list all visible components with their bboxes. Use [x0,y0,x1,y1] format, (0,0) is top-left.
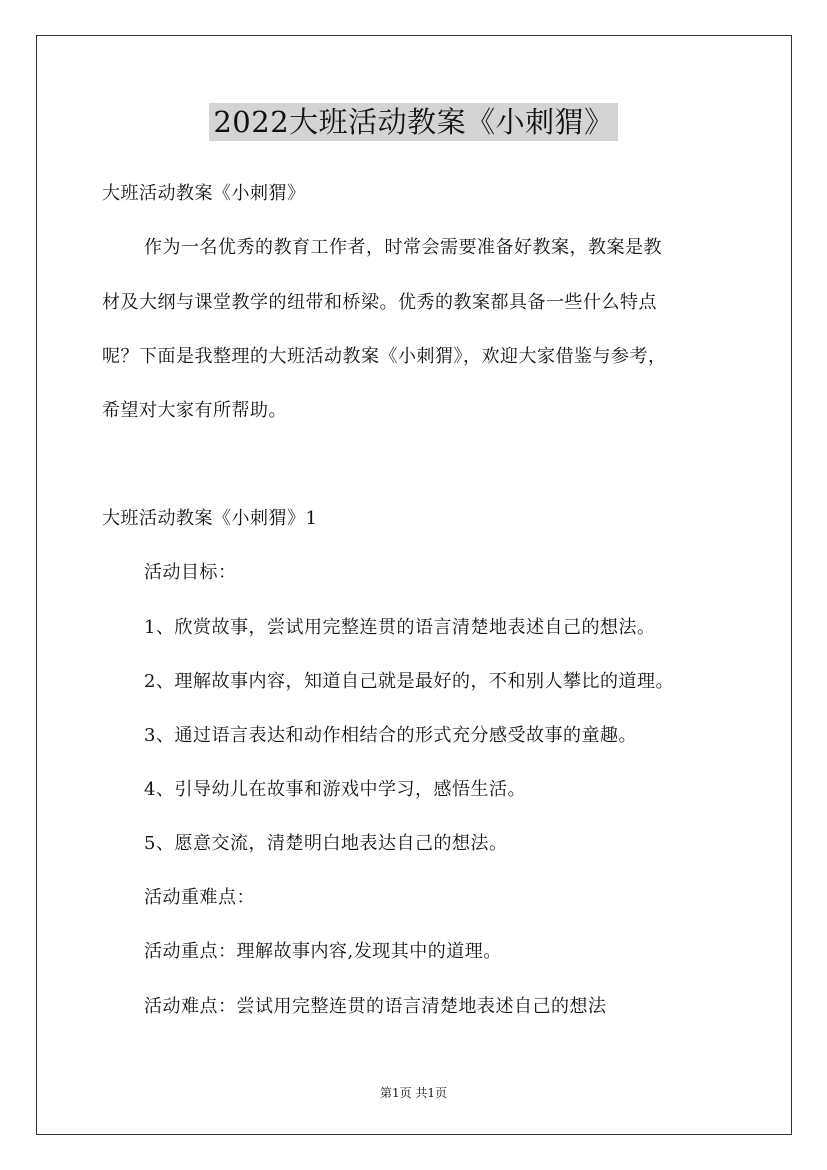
goal-item-2: 2、理解故事内容，知道自己就是最好的，不和别人攀比的道理。 [144,671,674,692]
key-point: 活动重点：理解故事内容,发现其中的道理。 [144,941,502,962]
title-wrap [0,103,827,141]
intro-line-2: 材及大纲与课堂教学的纽带和桥梁。优秀的教案都具备一些什么特点 [102,292,657,313]
goal-item-1: 1、欣赏故事，尝试用完整连贯的语言清楚地表述自己的想法。 [144,617,656,638]
intro-line-4: 希望对大家有所帮助。 [102,400,287,421]
intro-line-3: 呢？下面是我整理的大班活动教案《小刺猬》，欢迎大家借鉴与参考， [102,346,667,367]
page-title: 2022大班活动教案《小刺猬》 [209,103,617,141]
goal-item-3: 3、通过语言表达和动作相结合的形式充分感受故事的童趣。 [144,725,637,746]
difficulty-point: 活动难点：尝试用完整连贯的语言清楚地表述自己的想法 [144,996,607,1017]
intro-line-1: 作为一名优秀的教育工作者，时常会需要准备好教案，教案是教 [144,237,662,258]
key-heading: 活动重难点： [144,887,255,908]
page-footer: 第1页 共1页 [379,1086,448,1100]
subtitle: 大班活动教案《小刺猬》 [102,183,306,204]
goal-item-4: 4、引导幼儿在故事和游戏中学习，感悟生活。 [144,779,526,800]
section-heading: 大班活动教案《小刺猬》1 [102,508,318,529]
goals-heading: 活动目标： [144,562,237,583]
goal-item-5: 5、愿意交流，清楚明白地表达自己的想法。 [144,833,508,854]
